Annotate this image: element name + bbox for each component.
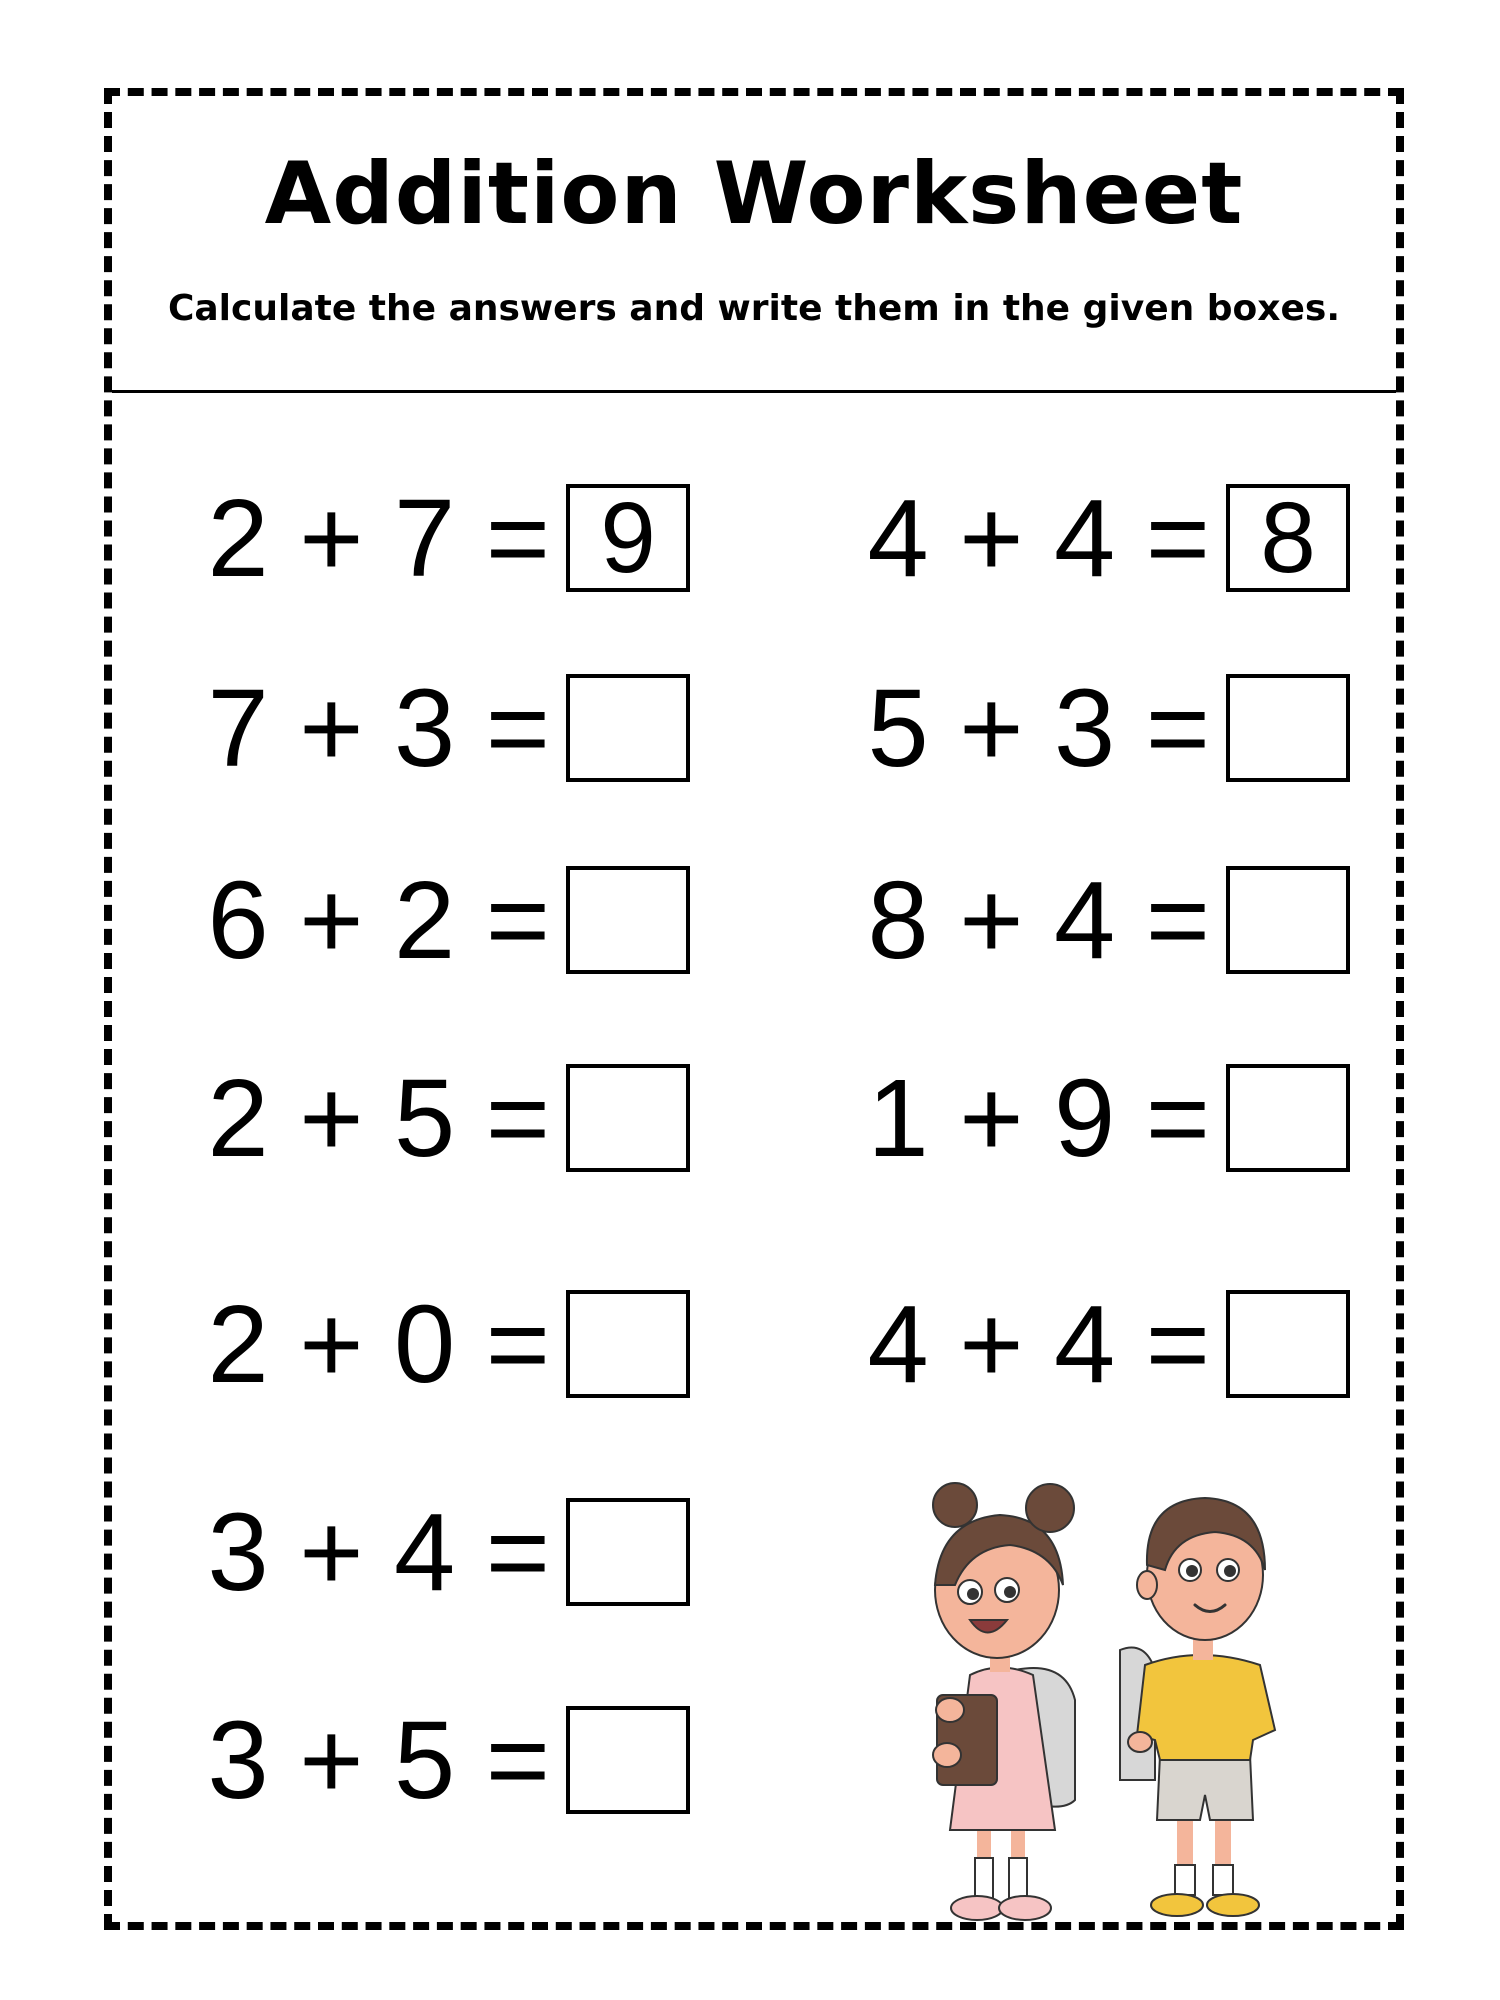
problem-right-2 [820, 667, 1350, 790]
problem-expression: 8 + 4 = [867, 859, 1210, 982]
problem-expression: 4 + 4 = [867, 477, 1210, 600]
problem-left-7 [180, 1699, 690, 1822]
answer-box[interactable] [1226, 674, 1350, 782]
problem-expression: 2 + 7 = [207, 477, 550, 600]
answer-box[interactable] [1226, 1064, 1350, 1172]
problem-expression: 3 + 5 = [207, 1699, 550, 1822]
boy-figure [1120, 1498, 1275, 1916]
worksheet-header [112, 96, 1396, 393]
problem-expression: 7 + 3 = [207, 667, 550, 790]
page-title: Addition Worksheet [264, 144, 1244, 244]
problem-left-6 [180, 1491, 690, 1614]
answer-box[interactable]: 8 [1226, 484, 1350, 592]
problem-left-3 [180, 859, 690, 982]
problem-left-1 [180, 477, 690, 600]
girl-figure [933, 1483, 1075, 1920]
answer-box[interactable] [566, 674, 690, 782]
problem-expression: 1 + 9 = [867, 1057, 1210, 1180]
problem-expression: 2 + 5 = [207, 1057, 550, 1180]
problem-expression: 4 + 4 = [867, 1283, 1210, 1406]
problem-left-4 [180, 1057, 690, 1180]
problem-right-1 [820, 477, 1350, 600]
instruction-text: Calculate the answers and write them in the given boxes. [167, 288, 1341, 329]
kids-with-backpacks-illustration [915, 1470, 1315, 1940]
problem-right-5 [820, 1283, 1350, 1406]
problem-right-4 [820, 1057, 1350, 1180]
answer-box[interactable] [566, 1064, 690, 1172]
answer-box[interactable] [1226, 1290, 1350, 1398]
answer-box[interactable] [566, 1290, 690, 1398]
answer-box[interactable] [566, 866, 690, 974]
answer-box[interactable] [1226, 866, 1350, 974]
problem-expression: 5 + 3 = [867, 667, 1210, 790]
answer-box[interactable]: 9 [566, 484, 690, 592]
answer-box[interactable] [566, 1706, 690, 1814]
problem-expression: 2 + 0 = [207, 1283, 550, 1406]
problem-expression: 3 + 4 = [207, 1491, 550, 1614]
problem-right-3 [820, 859, 1350, 982]
answer-box[interactable] [566, 1498, 690, 1606]
problem-left-5 [180, 1283, 690, 1406]
problem-expression: 6 + 2 = [207, 859, 550, 982]
problem-left-2 [180, 667, 690, 790]
